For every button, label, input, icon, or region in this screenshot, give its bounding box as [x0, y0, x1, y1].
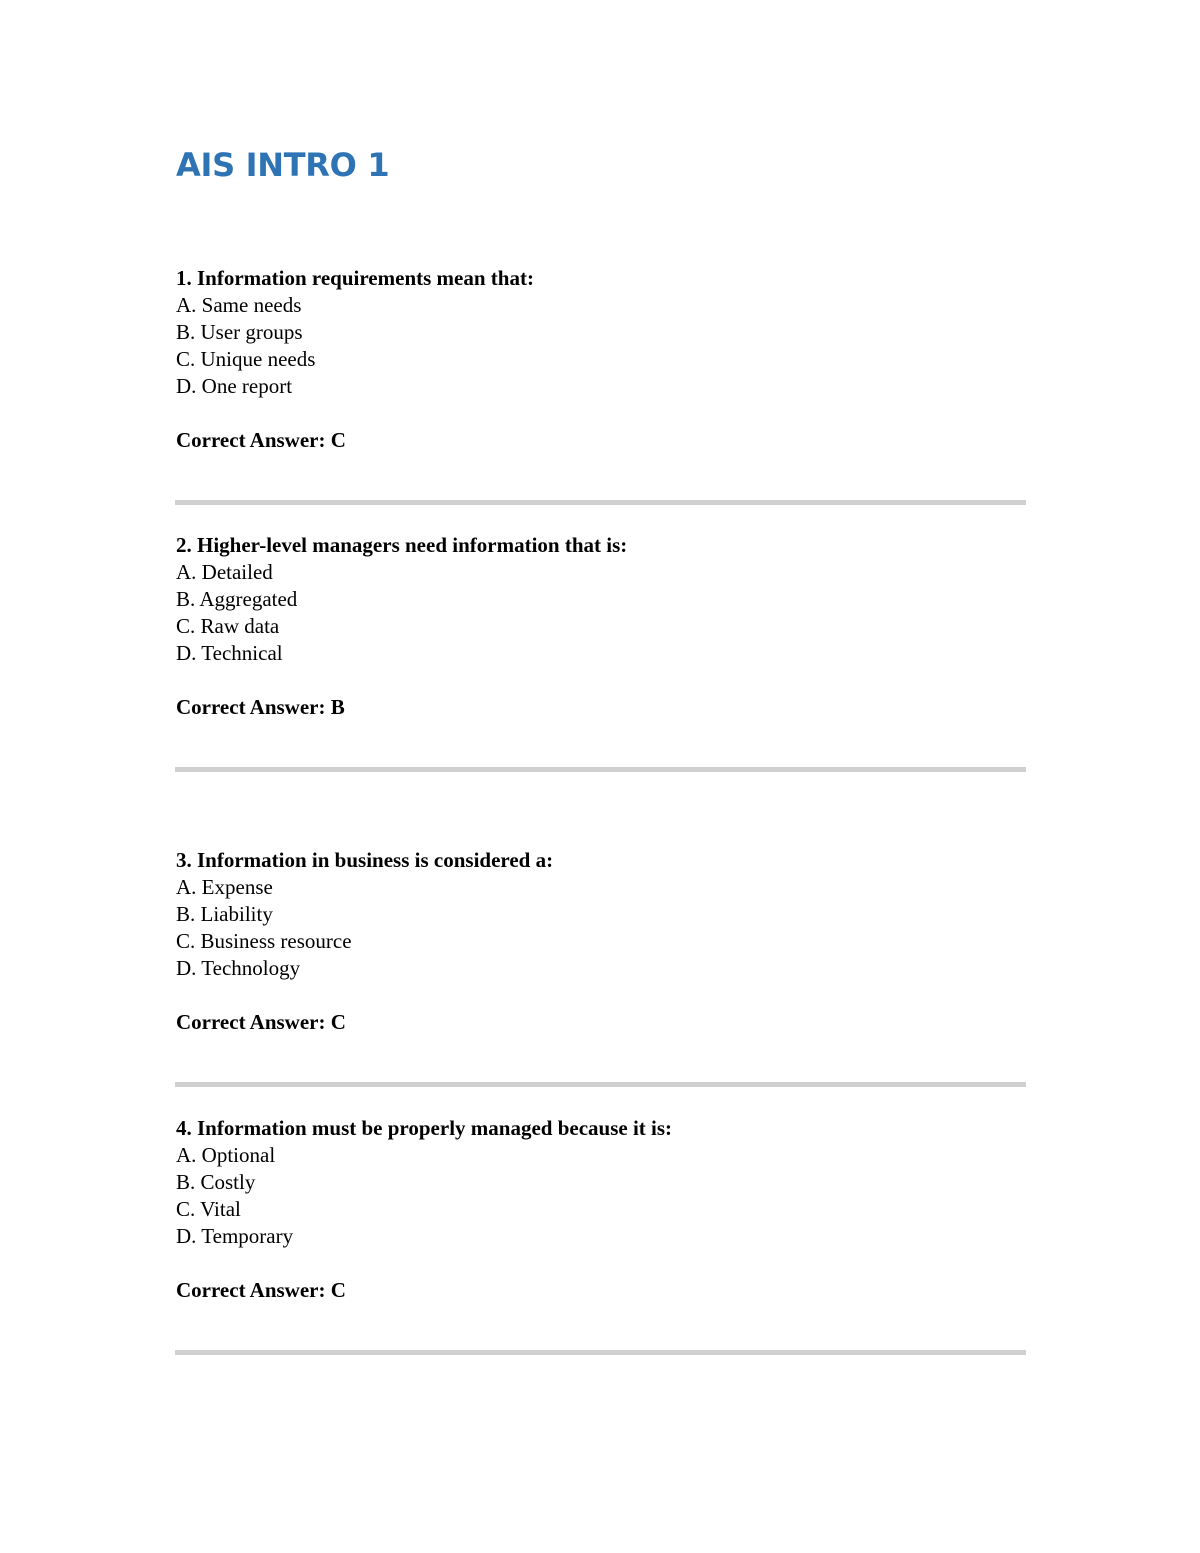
correct-answer-label: Correct Answer: — [176, 695, 326, 719]
option-c: C. Business resource — [176, 929, 352, 953]
option-a: A. Same needs — [176, 293, 302, 317]
option-d: D. Technical — [176, 641, 283, 665]
option-d: D. Temporary — [176, 1224, 294, 1248]
correct-answer — [176, 694, 1026, 721]
correct-answer-label: Correct Answer: — [176, 1278, 326, 1302]
correct-answer-value: C — [330, 428, 346, 452]
divider — [175, 1082, 1026, 1087]
question-2 — [176, 532, 1026, 721]
divider — [175, 500, 1026, 505]
option-c: C. Vital — [176, 1197, 241, 1221]
option-d: D. Technology — [176, 956, 301, 980]
option-c: C. Raw data — [176, 614, 280, 638]
correct-answer — [176, 1009, 1026, 1036]
options-list — [176, 874, 1026, 982]
correct-answer — [176, 1277, 1026, 1304]
option-b: B. Aggregated — [176, 587, 298, 611]
document-title: AIS INTRO 1 — [176, 146, 390, 184]
correct-answer-label: Correct Answer: — [176, 1010, 326, 1034]
divider — [175, 1350, 1026, 1355]
options-list — [176, 292, 1026, 400]
option-a: A. Optional — [176, 1143, 276, 1167]
question-3 — [176, 847, 1026, 1036]
correct-answer-value: B — [330, 695, 345, 719]
correct-answer-value: C — [330, 1010, 346, 1034]
question-1 — [176, 265, 1026, 454]
option-b: B. Liability — [176, 902, 273, 926]
correct-answer-label: Correct Answer: — [176, 428, 326, 452]
question-4 — [176, 1115, 1026, 1304]
question-stem: 2. Higher-level managers need information that is: — [176, 533, 628, 557]
divider — [175, 767, 1026, 772]
options-list — [176, 1142, 1026, 1250]
option-b: B. User groups — [176, 320, 303, 344]
question-stem: 3. Information in business is considered a: — [176, 848, 554, 872]
option-b: B. Costly — [176, 1170, 256, 1194]
options-list — [176, 559, 1026, 667]
option-a: A. Detailed — [176, 560, 273, 584]
question-stem: 1. Information requirements mean that: — [176, 266, 534, 290]
option-c: C. Unique needs — [176, 347, 316, 371]
option-a: A. Expense — [176, 875, 273, 899]
question-stem: 4. Information must be properly managed because it is: — [176, 1116, 673, 1140]
correct-answer — [176, 427, 1026, 454]
option-d: D. One report — [176, 374, 293, 398]
correct-answer-value: C — [330, 1278, 346, 1302]
